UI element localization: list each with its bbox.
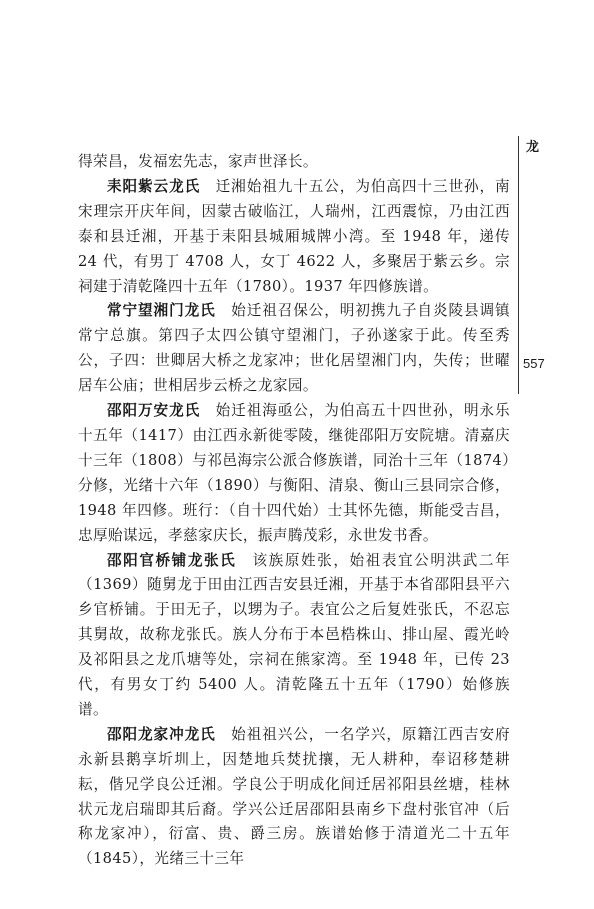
paragraph-text: 该族原姓张，始祖表宜公明洪武二年（1369）随舅龙于田由江西吉安县迁湘，开基于本省邵阳县平六乡官桥铺。于田无子，以甥为子。表宜公之后复姓张氏，不忍忘其舅故，故称龙张氏。族人分布于本邑梏株山、排山屋、霞光岭及祁阳县之龙爪塘等处，宗祠在熊家湾。至 1948 年，已传 23 代，有男女丁约 5400 人。清乾隆五十五年（1790）始修族谱。	[78, 551, 511, 718]
paragraph-heading: 常宁望湘门龙氏	[107, 302, 216, 320]
section-char: 龙	[526, 140, 540, 155]
paragraph-heading: 耒阳紫云龙氏	[107, 177, 201, 195]
paragraph-text: 始迁祖海亟公，为伯高五十四世孙，明永乐十五年（1417）由江西永新徙零陵，继徙邵阳万安院塘。清嘉庆十三年（1808）与祁邑海宗公派合修族谱，同治十三年（1874）分修，光绪十六年（1890）与衡阳、清泉、衡山三县同宗合修，1948 年四修。班行：（自十四代始）士其怀先德，斯能受吉昌，忠厚贻谋远，孝慈家庆长，振声腾茂彩，永世发书香。	[78, 402, 511, 544]
paragraph-heading: 邵阳万安龙氏	[107, 402, 201, 420]
paragraph-text: 始祖祖兴公，一名学兴，原籍江西吉安府永新县鹅享圻圳上，因楚地兵焚扰攘，无人耕种，奉诏移楚耕耘，偕兄学良公迁湘。学良公于明成化间迁居祁阳县丝塘，桂林状元龙启瑞即其后裔。学兴公迁居邵阳县南乡下盘村张官冲（后称龙家冲），衍富、贵、爵三房。族谱始修于清道光二十五年（1845），光绪三十三年	[78, 725, 510, 868]
paragraph-shaoyang-guanqiaopu	[78, 549, 510, 723]
page-body	[78, 150, 510, 872]
paragraph-text: 始迁祖召保公，明初携九子自炎陵县调镇常宁总旗。第四子太四公镇守望湘门，子孙遂家于此。传至秀公，子四：世卿居大桥之龙家冲；世化居望湘门内，失传；世曜居车公庙；世相居步云桥之龙家园。	[78, 302, 510, 395]
page-number: 557	[523, 356, 545, 371]
margin-rule	[518, 136, 519, 394]
paragraph-heading: 邵阳官桥铺龙张氏	[107, 551, 237, 569]
paragraph-heading: 邵阳龙家冲龙氏	[107, 725, 216, 743]
paragraph-shaoyang-wanan	[78, 399, 510, 548]
paragraph-text: 迁湘始祖九十五公，为伯高四十三世孙，南宋理宗开庆年间，因蒙古破临江，人瑞州，江西震惊，乃由江西泰和县迁湘，开基于耒阳县城厢城牌小湾。至 1948 年，递传 24 代，有男丁 4708 人，女丁 4622 人，多聚居于紫云乡。宗祠建于清乾隆四十五年（1780）。1937 年四修族谱。	[78, 177, 511, 295]
paragraph-shaoyang-longjiachong	[78, 723, 510, 872]
paragraph-changning-wangxiangmen	[78, 299, 510, 399]
paragraph-leiyang-ziyun	[78, 175, 510, 300]
paragraph-continuation	[78, 150, 510, 175]
paragraph-text: 得荣昌，发福宏先志，家声世泽长。	[78, 153, 318, 170]
